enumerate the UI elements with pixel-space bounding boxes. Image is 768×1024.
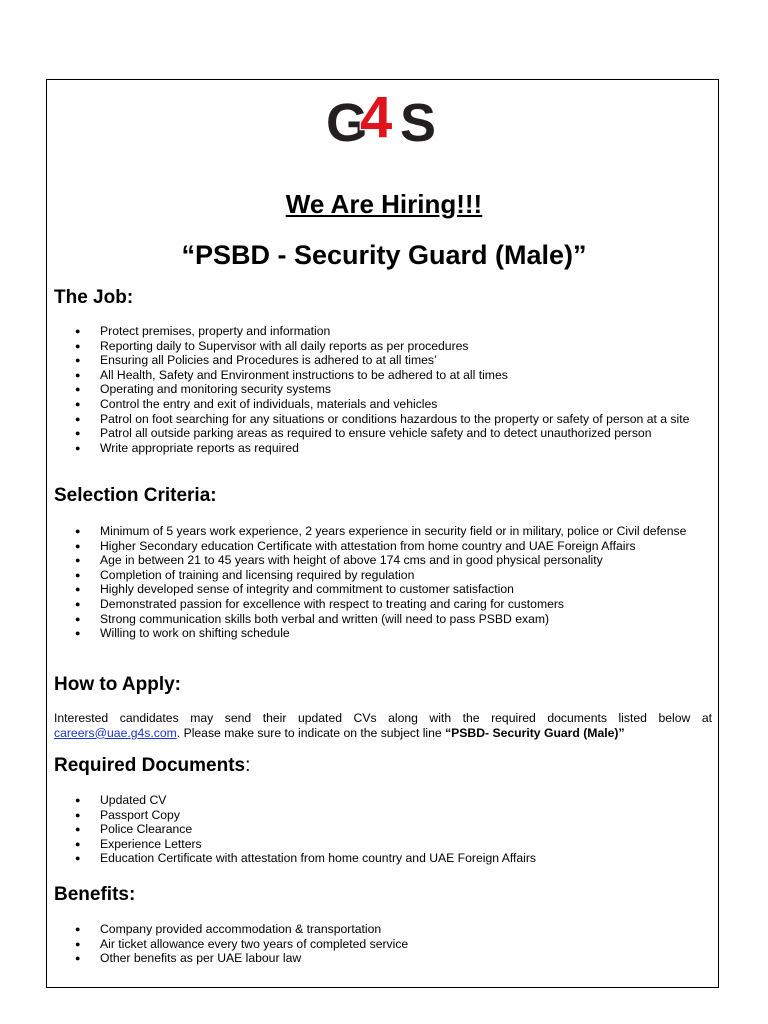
list-item: ● Reporting daily to Supervisor with all daily reports as per procedures [54, 339, 712, 354]
list-item: ● Ensuring all Policies and Procedures is adhered to at all times’ [54, 353, 712, 368]
list-item: ● Company provided accommodation & transportation [54, 922, 712, 937]
list-item: ● Protect premises, property and information [54, 324, 712, 339]
list-item: ● Strong communication skills both verbal and written (will need to pass PSBD exam) [54, 612, 712, 627]
list-item: ● Demonstrated passion for excellence with respect to treating and caring for customers [54, 597, 712, 612]
list-item: ● Control the entry and exit of individuals, materials and vehicles [54, 397, 712, 412]
apply-paragraph [54, 711, 712, 740]
list-item: ● Other benefits as per UAE labour law [54, 951, 712, 966]
careers-email-link[interactable]: careers@uae.g4s.com [54, 725, 177, 740]
list-item: ● Passport Copy [54, 808, 712, 823]
documents-heading [54, 755, 250, 777]
job-title: “PSBD - Security Guard (Male)” [181, 240, 587, 270]
g4s-logo-letter-s: S [400, 93, 437, 153]
list-item: ● Higher Secondary education Certificate with attestation from home country and UAE Foreign Affairs [54, 539, 712, 554]
list-item: ● Highly developed sense of integrity and commitment to customer satisfaction [54, 582, 712, 597]
g4s-logo-figure-4: 4 [360, 91, 393, 150]
apply-text-after: . Please make sure to indicate on the subject line [176, 725, 446, 740]
benefits-heading: Benefits: [54, 884, 136, 905]
g4s-logo-letter-g: G [326, 93, 369, 153]
hiring-title: We Are Hiring!!! [285, 189, 483, 219]
apply-subject-line: “PSBD- Security Guard (Male)” [445, 725, 625, 740]
list-item: ● Write appropriate reports as required [54, 441, 712, 456]
list-item: ● Operating and monitoring security systems [54, 382, 712, 397]
list-item: ● Age in between 21 to 45 years with height of above 174 cms and in good physical personality [54, 553, 712, 568]
apply-text-before: Interested candidates may send their updated CVs along with the required documents listed below at [54, 711, 712, 725]
job-heading: The Job: [54, 287, 134, 308]
list-item: ● Patrol on foot searching for any situations or conditions hazardous to the property or safety of person at a site [54, 412, 712, 427]
list-item: ● Air ticket allowance every two years of completed service [54, 937, 712, 952]
list-item: ● Experience Letters [54, 837, 712, 852]
list-item: ● Completion of training and licensing required by regulation [54, 568, 712, 583]
documents-heading-text: Required Documents [54, 755, 246, 776]
apply-heading: How to Apply: [54, 674, 181, 695]
list-item: ● Updated CV [54, 793, 712, 808]
list-item: ● Minimum of 5 years work experience, 2 years experience in security field or in military, police or Civil defense [54, 524, 712, 539]
job-list [54, 324, 712, 455]
criteria-list [54, 524, 712, 641]
documents-heading-colon: : [245, 755, 251, 776]
list-item: ● Police Clearance [54, 822, 712, 837]
g4s-logo [326, 91, 442, 153]
list-item: ● Education Certificate with attestation from home country and UAE Foreign Affairs [54, 851, 712, 866]
criteria-heading: Selection Criteria: [54, 485, 217, 506]
list-item: ● All Health, Safety and Environment instructions to be adhered to at all times [54, 368, 712, 383]
list-item: ● Willing to work on shifting schedule [54, 626, 712, 641]
benefits-list [54, 922, 712, 966]
documents-list [54, 793, 712, 866]
list-item: ● Patrol all outside parking areas as required to ensure vehicle safety and to detect unauthorized person [54, 426, 712, 441]
